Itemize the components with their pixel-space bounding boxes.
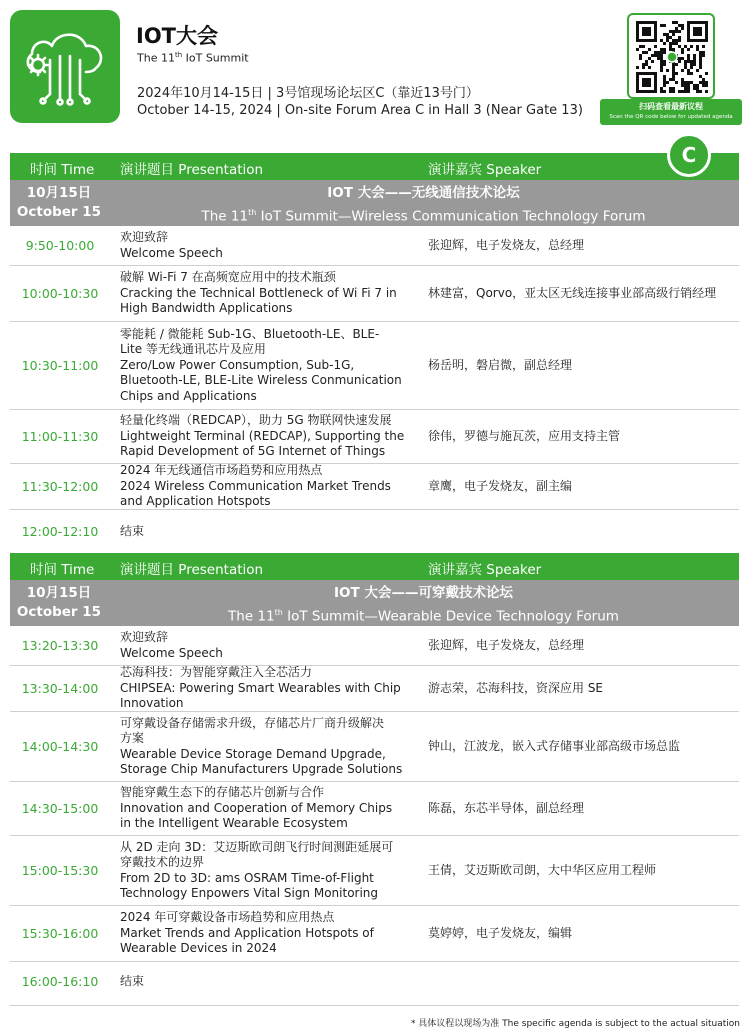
forum-title: IOT 大会——可穿戴技术论坛 The 11th IoT Summit—Wearable Device Technology Forum [228, 585, 619, 625]
presentation-title [120, 226, 420, 265]
agenda-row [10, 410, 739, 464]
presentation-title [120, 906, 420, 961]
presentation-title [120, 626, 420, 665]
qr-code-icon [636, 21, 708, 93]
header [0, 0, 750, 150]
presentation-line: Welcome Speech [120, 245, 223, 260]
page-title: IOT大会 [136, 24, 218, 48]
table-header [10, 153, 739, 180]
agenda-row [10, 962, 739, 1001]
speaker: 徐伟，罗德与施瓦茨，应用支持主管 [428, 428, 621, 443]
agenda-row [10, 266, 739, 322]
speaker: 王倩，艾迈斯欧司朗，大中华区应用工程师 [428, 862, 657, 877]
agenda-row [10, 226, 739, 266]
agenda-section [10, 153, 739, 553]
forum-title: IOT 大会——无线通信技术论坛 The 11th IoT Summit—Wireless Communication Technology Forum [201, 185, 646, 225]
speaker: 陈磊，东芯半导体，副总经理 [428, 800, 585, 815]
agenda-row [10, 464, 739, 510]
presentation-line: 结束 [120, 973, 145, 988]
cloud-circuit-icon [10, 10, 120, 123]
presentation-line: CHIPSEA: Powering Smart Wearables with Chip [120, 680, 401, 695]
presentation-line: Lite 等无线通讯芯片及应用 [120, 342, 266, 357]
agenda-row [10, 836, 739, 906]
presentation-line: 2024 年无线通信市场趋势和应用热点 [120, 463, 323, 478]
presentation-title [120, 322, 420, 409]
speaker: 张迎辉，电子发烧友，总经理 [428, 637, 585, 652]
presentation-title [120, 836, 420, 905]
speaker: 钟山，江波龙，嵌入式存储事业部高级市场总监 [428, 738, 681, 753]
agenda-row [10, 906, 739, 962]
speaker: 游志荣，芯海科技，资深应用 SE [428, 680, 604, 695]
session-time: 16:00-16:10 [21, 974, 99, 989]
presentation-line: 轻量化终端（REDCAP），助力 5G 物联网快速发展 [120, 413, 392, 428]
presentation-line: 欢迎致辞 [120, 630, 169, 644]
session-time: 10:00-10:30 [21, 286, 99, 301]
session-time: 9:50-10:00 [25, 238, 95, 253]
agenda-row [10, 666, 739, 712]
header-speaker: 演讲嘉宾 Speaker [428, 162, 542, 178]
presentation-line: and Application Hotspots [120, 494, 271, 509]
forum-date: 10月15日 October 15 [16, 185, 102, 220]
speaker: 莫婷婷，电子发烧友，编辑 [428, 925, 573, 940]
session-time: 15:00-15:30 [21, 863, 99, 878]
date-location-cn: 2024年10月14-15日 | 3号馆现场论坛区C（靠近13号门） [137, 86, 479, 101]
session-time: 12:00-12:10 [21, 524, 99, 539]
presentation-line: Chips and Applications [120, 388, 257, 403]
presentation-line: Technology Enpowers Vital Sign Monitoring [120, 886, 379, 900]
agenda-section [10, 553, 739, 1001]
iot-cloud-logo [10, 10, 120, 123]
presentation-title [120, 266, 420, 321]
presentation-line: Bluetooth-LE, BLE-Lite Wireless Conmunication [120, 373, 402, 388]
presentation-line: Wearable Device Storage Demand Upgrade, [120, 746, 386, 761]
presentation-line: 智能穿戴生态下的存储芯片创新与合作 [120, 785, 325, 800]
presentation-line: 方案 [120, 731, 145, 745]
presentation-line: 2024 Wireless Communication Market Trends [120, 478, 391, 493]
session-time: 14:30-15:00 [21, 801, 99, 816]
presentation-line: Zero/Low Power Consumption, Sub-1G, [120, 357, 355, 372]
presentation-title [120, 782, 420, 835]
presentation-line: in the Intelligent Wearable Ecosystem [120, 816, 348, 831]
footer-divider [10, 1005, 739, 1006]
presentation-line: Wearable Devices in 2024 [120, 941, 277, 956]
presentation-line: Storage Chip Manufacturers Upgrade Solutions [120, 762, 403, 776]
header-time: 时间 Time [30, 562, 95, 578]
forum-banner [10, 580, 739, 626]
session-time: 14:00-14:30 [21, 739, 99, 754]
presentation-line: Market Trends and Application Hotspots of [120, 925, 374, 940]
presentation-title [120, 464, 420, 509]
presentation-line: Welcome Speech [120, 645, 223, 660]
header-speaker: 演讲嘉宾 Speaker [428, 562, 542, 578]
presentation-title [120, 410, 420, 463]
presentation-title [120, 666, 420, 711]
agenda-row [10, 782, 739, 836]
agenda-row [10, 626, 739, 666]
session-time: 15:30-16:00 [21, 926, 99, 941]
presentation-line: 可穿戴设备存储需求升级，存储芯片厂商升级解决 [120, 715, 385, 730]
qr-caption: 扫码查看最新议程 Scan the QR code below for updated agenda [600, 99, 742, 125]
session-time: 10:30-11:00 [21, 358, 99, 373]
presentation-title [120, 510, 420, 553]
forum-banner [10, 180, 739, 226]
speaker: 章鹰，电子发烧友，副主编 [428, 478, 573, 493]
header-presentation: 演讲题目 Presentation [120, 162, 264, 178]
session-time: 13:20-13:30 [21, 638, 99, 653]
session-time: 13:30-14:00 [21, 681, 99, 696]
speaker [428, 510, 733, 553]
session-time: 11:30-12:00 [21, 479, 99, 494]
table-header [10, 553, 739, 580]
agenda-row [10, 712, 739, 782]
presentation-line: Innovation and Cooperation of Memory Chips [120, 800, 393, 815]
forum-area-badge: C [667, 133, 711, 177]
speaker: 杨岳明，磐启微，副总经理 [428, 357, 573, 372]
footer-note: * 具体议程以现场为准 The specific agenda is subject to the actual situation [410, 1019, 740, 1029]
presentation-line: 欢迎致辞 [120, 230, 169, 244]
agenda-row [10, 510, 739, 553]
header-presentation: 演讲题目 Presentation [120, 562, 264, 578]
speaker [428, 962, 733, 1001]
presentation-line: 穿戴技术的边界 [120, 855, 205, 869]
agenda-row [10, 322, 739, 410]
presentation-line: Cracking the Technical Bottleneck of Wi Fi 7 in [120, 285, 397, 300]
presentation-line: Lightweight Terminal (REDCAP), Supporting the [120, 428, 405, 443]
presentation-line: 从 2D 走向 3D：艾迈斯欧司朗飞行时间测距延展可 [120, 839, 394, 854]
presentation-line: From 2D to 3D: ams OSRAM Time-of-Flight [120, 870, 374, 885]
header-time: 时间 Time [30, 162, 95, 178]
presentation-line: 结束 [120, 523, 145, 538]
presentation-line: 芯海科技：为智能穿戴注入全芯活力 [120, 665, 313, 680]
presentation-line: Innovation [120, 696, 184, 711]
presentation-title [120, 962, 420, 1001]
qr-code[interactable] [627, 13, 715, 99]
speaker: 林建富，Qorvo，亚太区无线连接事业部高级行销经理 [428, 285, 717, 300]
presentation-title [120, 712, 420, 781]
forum-date: 10月15日 October 15 [16, 585, 102, 620]
speaker: 张迎辉，电子发烧友，总经理 [428, 237, 585, 252]
session-time: 11:00-11:30 [21, 429, 99, 444]
presentation-line: 2024 年可穿戴设备市场趋势和应用热点 [120, 910, 335, 925]
date-location-en: October 14-15, 2024 | On-site Forum Area C in Hall 3 (Near Gate 13) [137, 103, 583, 118]
presentation-line: 零能耗 / 微能耗 Sub-1G、Bluetooth-LE、BLE- [120, 326, 380, 341]
presentation-line: 破解 Wi-Fi 7 在高频宽应用中的技术瓶颈 [120, 270, 336, 285]
presentation-line: High Bandwidth Applications [120, 301, 293, 316]
presentation-line: Rapid Development of 5G Internet of Things [120, 444, 386, 459]
summit-subtitle: The 11th IoT Summit [137, 51, 249, 65]
